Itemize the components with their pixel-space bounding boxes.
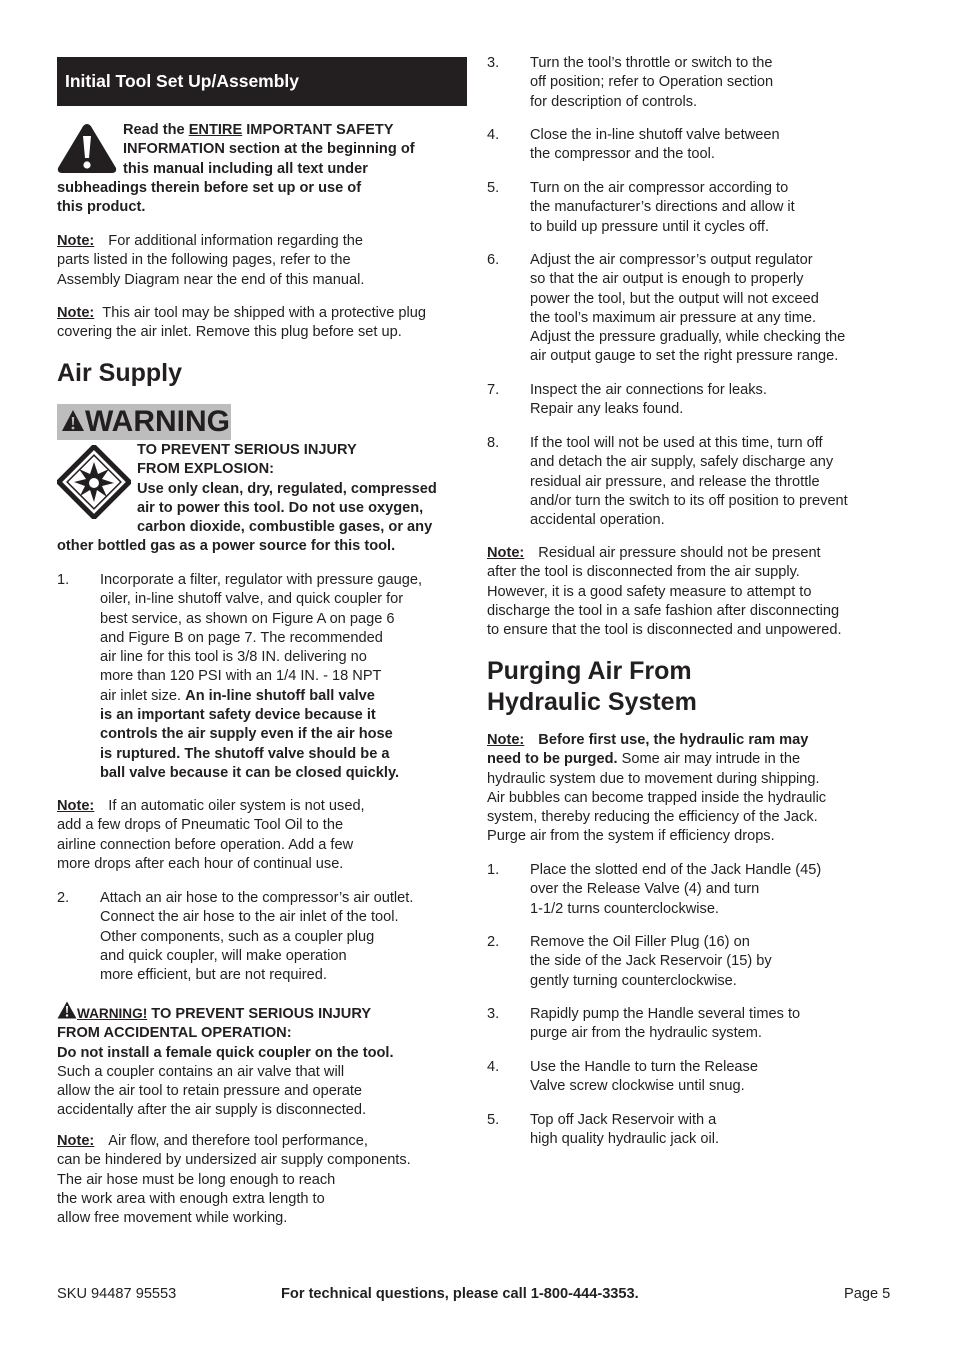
note-oiler: Note: If an automatic oiler system is not used, add a few drops of Pneumatic Tool Oil to the airline connection before operation. Add a few more drops after each hour of continual use. xyxy=(57,798,365,872)
list-item-line: the manufacturer’s directions and allow it xyxy=(530,199,795,216)
list-item-line: and detach the air supply, safely discharge any xyxy=(530,454,834,471)
list-item-line: If the tool will not be used at this time, turn off xyxy=(530,435,823,451)
list-item-line: Turn the tool’s throttle or switch to the xyxy=(530,55,773,71)
list-item-number: 4. xyxy=(487,1059,500,1075)
list-item-line: over the Release Valve (4) and turn xyxy=(530,881,760,898)
list-item-line: power the tool, but the output will not exceed xyxy=(530,290,819,307)
footer-page-number: Page 5 xyxy=(844,1286,891,1302)
list-item-line: residual air pressure, and release the throttle xyxy=(530,473,820,490)
air-supply-heading: Air Supply xyxy=(57,359,183,387)
list-item-line: so that the air output is enough to properly xyxy=(530,271,804,288)
note-parts-reference: Note: For additional information regarding the parts listed in the following pages, refer to the Assembly Diagram near the end of this manual. xyxy=(57,233,365,288)
list-item-number: 7. xyxy=(487,382,500,398)
list-item-number: 3. xyxy=(487,55,500,71)
list-item-line: Top off Jack Reservoir with a xyxy=(530,1112,717,1128)
list-item-line: the side of the Jack Reservoir (15) by xyxy=(530,953,772,970)
list-item-number: 8. xyxy=(487,435,500,451)
note-purge: Note: Before first use, the hydraulic ram may need to be purged. Some air may intrude in the hydraulic system due to movement during shipping. Air bubbles can become trapped inside the hydraulic system, thereby reducing the efficiency of the Jack. Purge air from the system if efficiency drops. xyxy=(487,732,827,845)
note-residual-pressure: Note: Residual air pressure should not be present after the tool is disconnected from the air supply. However, it is a good safety measure to attempt to discharge the tool in a safe fashion after disconnecting to ensure that the tool is disconnected and unpowered. xyxy=(487,545,842,639)
explosion-warning-text: TO PREVENT SERIOUS INJURY FROM EXPLOSION: Use only clean, dry, regulated, compressed air to power this tool. Do not use oxygen, carbon dioxide, combustible gases, or any xyxy=(137,442,437,536)
list-item-line: Inspect the air connections for leaks. xyxy=(530,382,767,398)
safety-read-text-cont: subheadings therein before set up or use of this product. xyxy=(57,180,362,216)
footer-phone: For technical questions, please call 1-800-444-3353. xyxy=(281,1286,639,1302)
warning-banner-text: WARNING xyxy=(85,405,230,438)
list-item-line: Turn on the air compressor according to xyxy=(530,180,789,196)
list-item-line: to build up pressure until it cycles off. xyxy=(530,218,770,235)
note-protective-plug: Note: This air tool may be shipped with a protective plug covering the air inlet. Remove this plug before set up. xyxy=(57,305,426,341)
list-item-line: Rapidly pump the Handle several times to xyxy=(530,1006,801,1022)
list-item-line: Remove the Oil Filler Plug (16) on xyxy=(530,934,750,950)
list-item-line: high quality hydraulic jack oil. xyxy=(530,1131,720,1148)
list-item-number: 5. xyxy=(487,180,500,196)
section-header-title: Initial Tool Set Up/Assembly xyxy=(65,71,300,91)
list-item-line: and/or turn the switch to its off position to prevent xyxy=(530,492,848,509)
list-item-line: the compressor and the tool. xyxy=(530,146,715,163)
explosion-warning-text-cont: other bottled gas as a power source for this tool. xyxy=(57,538,396,554)
list-item-line: Adjust the air compressor’s output regulator xyxy=(530,252,813,268)
list-item-line: gently turning counterclockwise. xyxy=(530,972,737,989)
safety-read-text: Read the ENTIRE IMPORTANT SAFETY INFORMATION section at the beginning of this manual including all text under xyxy=(123,122,415,177)
note-air-flow: Note: Air flow, and therefore tool performance, can be hindered by undersized air supply components. The air hose must be long enough to reach the work area with enough extra length to allow free movement while working. xyxy=(57,1133,411,1227)
list-item-line: accidental operation. xyxy=(530,512,665,529)
list-item-line: for description of controls. xyxy=(530,93,698,110)
list-item-line: Close the in-line shutoff valve between xyxy=(530,127,780,143)
list-item-number: 4. xyxy=(487,127,500,143)
list-item-line: purge air from the hydraulic system. xyxy=(530,1025,762,1042)
list-item-number: 3. xyxy=(487,1006,500,1022)
warning-banner xyxy=(57,404,231,440)
list-item-line: Use the Handle to turn the Release xyxy=(530,1059,758,1075)
list-item-line: air output gauge to set the right pressure range. xyxy=(530,348,839,365)
section-header-bar xyxy=(57,57,467,106)
list-item-number: 6. xyxy=(487,252,500,268)
accidental-operation-warning: WARNING! TO PREVENT SERIOUS INJURY FROM ACCIDENTAL OPERATION: Do not install a female quick coupler on the tool. Such a coupler contains an air valve that will allow the air tool to retain pressure and operate accidentally after the air supply is disconnected. xyxy=(57,1001,394,1121)
list-item-number: 5. xyxy=(487,1112,500,1128)
purging-heading: Purging Air From Hydraulic System xyxy=(487,657,697,716)
list-item-line: 1-1/2 turns counterclockwise. xyxy=(530,900,719,917)
list-item-number: 1. xyxy=(487,862,500,878)
list-item-line: Place the slotted end of the Jack Handle (45) xyxy=(530,862,822,878)
warning-small-icon xyxy=(57,1001,77,1019)
list-item-line: Valve screw clockwise until snug. xyxy=(530,1078,745,1095)
warning-triangle-icon xyxy=(56,122,118,174)
list-item-line: Adjust the pressure gradually, while checking the xyxy=(530,329,846,346)
list-item-number: 2. xyxy=(487,934,500,950)
warning-banner-icon xyxy=(61,409,85,433)
list-item-line: Repair any leaks found. xyxy=(530,401,684,418)
explosion-hazard-icon xyxy=(57,445,131,519)
list-item-line: the tool’s maximum air pressure at any time. xyxy=(530,309,817,326)
footer-sku: SKU 94487 95553 xyxy=(57,1286,177,1302)
list-item-line: off position; refer to Operation section xyxy=(530,74,774,91)
